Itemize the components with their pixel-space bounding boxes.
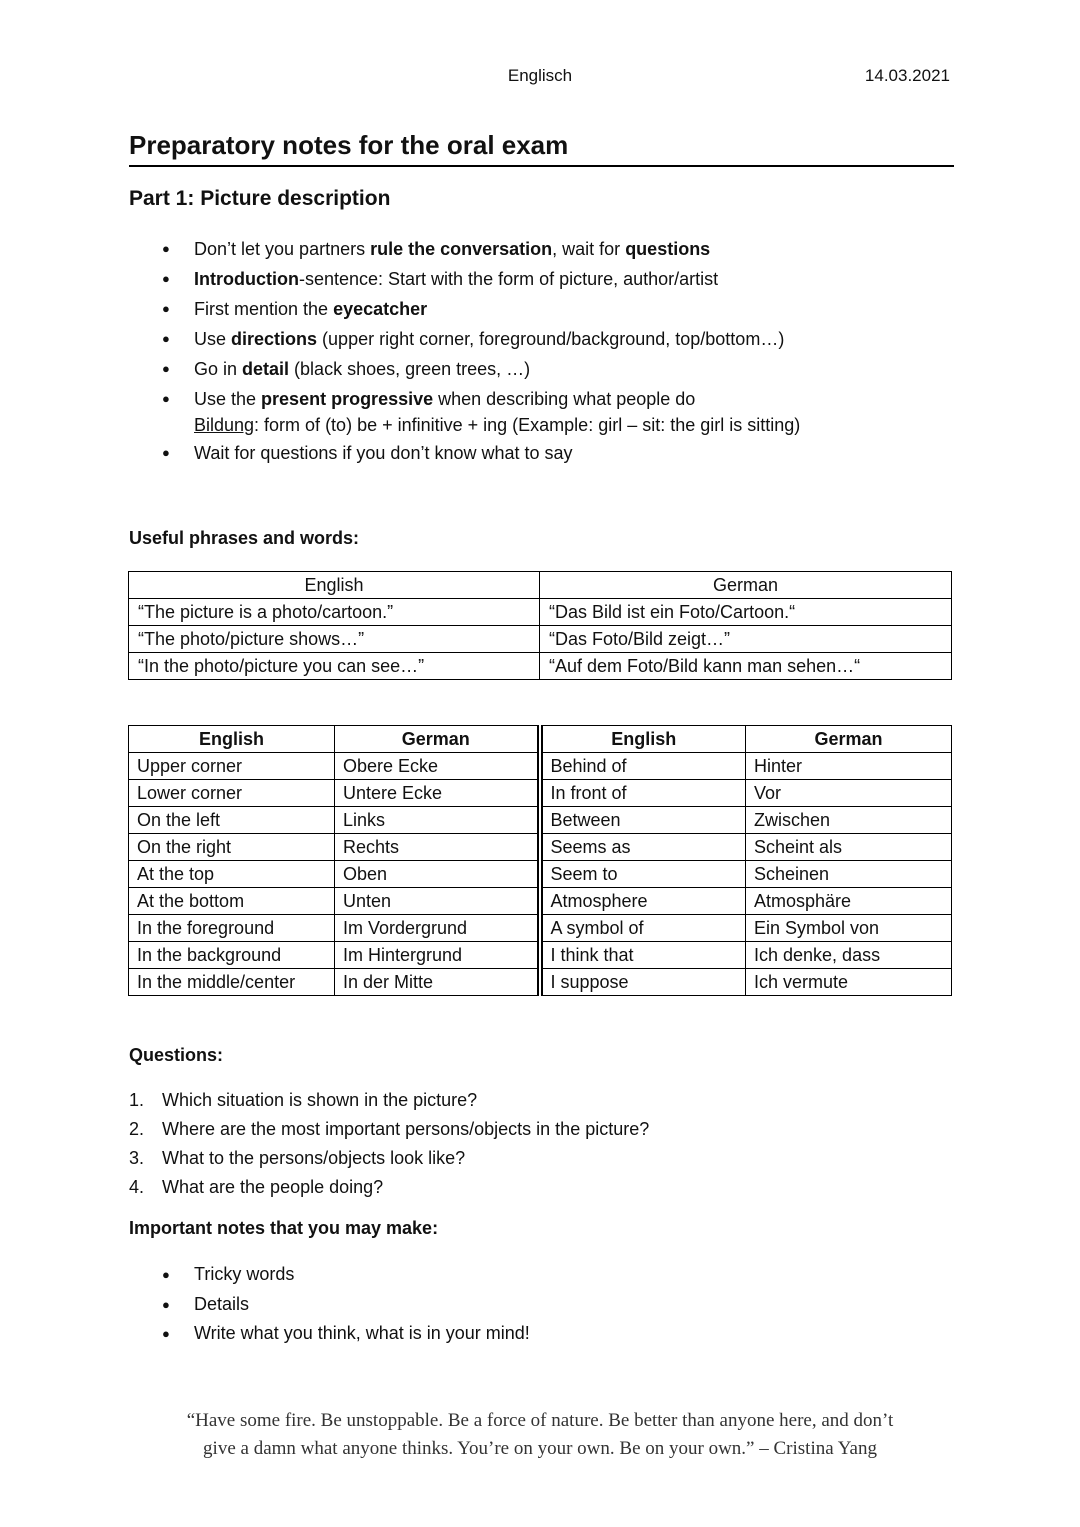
table-cell: At the top bbox=[129, 861, 335, 888]
tip-text: Wait for questions if you don’t know what to say bbox=[194, 443, 573, 463]
header-subject: Englisch bbox=[507, 66, 573, 85]
part1-heading: Part 1: Picture description bbox=[129, 187, 391, 210]
table-cell: Behind of bbox=[540, 753, 746, 780]
question-text: What to the persons/objects look like? bbox=[162, 1148, 466, 1168]
table-row bbox=[129, 888, 952, 915]
question-item bbox=[129, 1173, 649, 1202]
tip-text: when describing what people do bbox=[433, 389, 696, 409]
table-cell: Zwischen bbox=[746, 807, 952, 834]
column-header: English bbox=[540, 726, 746, 753]
table-cell: Obere Ecke bbox=[335, 753, 540, 780]
table-header-row bbox=[129, 572, 952, 599]
column-header: German bbox=[335, 726, 540, 753]
table-cell: “Das Bild ist ein Foto/Cartoon.“ bbox=[540, 599, 952, 626]
question-text: Where are the most important persons/objects in the picture? bbox=[162, 1119, 650, 1139]
tip-bold: detail bbox=[242, 359, 290, 379]
table-cell: Atmosphäre bbox=[746, 888, 952, 915]
table-row bbox=[129, 834, 952, 861]
question-number: 3. bbox=[129, 1148, 145, 1168]
vocabulary-rows bbox=[129, 753, 952, 996]
question-number: 4. bbox=[129, 1177, 145, 1197]
useful-heading: Useful phrases and words: bbox=[129, 528, 360, 548]
phrases-table bbox=[128, 571, 952, 680]
tip-text: (black shoes, green trees, …) bbox=[289, 359, 531, 379]
tip-bold: present progressive bbox=[261, 389, 434, 409]
closing-quote bbox=[110, 1407, 970, 1463]
tip-item bbox=[160, 438, 800, 468]
table-cell: On the right bbox=[129, 834, 335, 861]
tip-item bbox=[160, 234, 800, 264]
table-cell: “Auf dem Foto/Bild kann man sehen…“ bbox=[540, 653, 952, 680]
table-cell: Ich denke, dass bbox=[746, 942, 952, 969]
quote-line: “Have some fire. Be unstoppable. Be a force of nature. Be better than anyone here, and don’t bbox=[186, 1410, 894, 1431]
tip-text: , wait for bbox=[552, 239, 626, 259]
tip-text: -sentence: Start with the form of picture, author/artist bbox=[298, 269, 719, 289]
table-row bbox=[129, 780, 952, 807]
question-item bbox=[129, 1086, 649, 1115]
question-text: Which situation is shown in the picture? bbox=[162, 1090, 478, 1110]
question-text: What are the people doing? bbox=[162, 1177, 384, 1197]
table-cell: Scheint als bbox=[746, 834, 952, 861]
table-cell: Ich vermute bbox=[746, 969, 952, 996]
tip-item bbox=[160, 384, 800, 438]
tip-item bbox=[160, 354, 800, 384]
table-row bbox=[129, 969, 952, 996]
table-row bbox=[129, 753, 952, 780]
table-cell: Ein Symbol von bbox=[746, 915, 952, 942]
table-row bbox=[129, 807, 952, 834]
table-row bbox=[129, 626, 952, 653]
table-cell: “The picture is a photo/cartoon.” bbox=[129, 599, 540, 626]
question-item bbox=[129, 1144, 649, 1173]
table-cell: A symbol of bbox=[540, 915, 746, 942]
tip-item bbox=[160, 294, 800, 324]
table-cell: Upper corner bbox=[129, 753, 335, 780]
tip-item bbox=[160, 264, 800, 294]
table-cell: In der Mitte bbox=[335, 969, 540, 996]
table-cell: On the left bbox=[129, 807, 335, 834]
tip-bold: rule the conversation bbox=[370, 239, 553, 259]
quote-line: give a damn what anyone thinks. You’re on your own. Be on your own.” – Cristina Yang bbox=[203, 1438, 877, 1459]
table-row bbox=[129, 915, 952, 942]
table-cell: Scheinen bbox=[746, 861, 952, 888]
table-cell: Untere Ecke bbox=[335, 780, 540, 807]
table-cell: Between bbox=[540, 807, 746, 834]
table-cell: “In the photo/picture you can see…” bbox=[129, 653, 540, 680]
tip-text: Use bbox=[194, 329, 232, 349]
note-item: ● Tricky words bbox=[160, 1260, 530, 1290]
table-cell: Atmosphere bbox=[540, 888, 746, 915]
table-header-row bbox=[129, 726, 952, 753]
table-cell: “Das Foto/Bild zeigt…” bbox=[540, 626, 952, 653]
table-cell: In the foreground bbox=[129, 915, 335, 942]
bildung-text: : form of (to) be + infinitive + ing (Example: girl – sit: the girl is sitting) bbox=[254, 415, 801, 435]
column-header: German bbox=[540, 572, 952, 599]
table-cell: Hinter bbox=[746, 753, 952, 780]
questions-list bbox=[129, 1086, 649, 1202]
tip-text: Don’t let you partners bbox=[194, 239, 371, 259]
tip-bold: Introduction bbox=[194, 269, 299, 289]
questions-heading: Questions: bbox=[129, 1045, 224, 1065]
notes-list bbox=[160, 1260, 530, 1349]
table-cell: In the middle/center bbox=[129, 969, 335, 996]
table-cell: Seem to bbox=[540, 861, 746, 888]
table-row bbox=[129, 653, 952, 680]
table-cell: “The photo/picture shows…” bbox=[129, 626, 540, 653]
question-number: 2. bbox=[129, 1119, 145, 1139]
table-cell: Rechts bbox=[335, 834, 540, 861]
tip-text: Use the bbox=[194, 389, 262, 409]
tip-bold: directions bbox=[231, 329, 318, 349]
tip-bold: questions bbox=[625, 239, 711, 259]
question-number: 1. bbox=[129, 1090, 145, 1110]
table-cell: Lower corner bbox=[129, 780, 335, 807]
table-cell: Unten bbox=[335, 888, 540, 915]
table-row bbox=[129, 599, 952, 626]
table-row bbox=[129, 861, 952, 888]
note-item: ● Details bbox=[160, 1290, 530, 1320]
table-cell: In front of bbox=[540, 780, 746, 807]
table-cell: I think that bbox=[540, 942, 746, 969]
table-cell: At the bottom bbox=[129, 888, 335, 915]
column-header: English bbox=[129, 726, 335, 753]
column-header: English bbox=[129, 572, 540, 599]
tip-item bbox=[160, 324, 800, 354]
table-cell: I suppose bbox=[540, 969, 746, 996]
table-cell: Oben bbox=[335, 861, 540, 888]
table-cell: In the background bbox=[129, 942, 335, 969]
picture-description-tips bbox=[160, 234, 800, 468]
table-cell: Im Hintergrund bbox=[335, 942, 540, 969]
table-cell: Vor bbox=[746, 780, 952, 807]
bildung-term: Bildung bbox=[194, 415, 255, 435]
question-item bbox=[129, 1115, 649, 1144]
table-cell: Seems as bbox=[540, 834, 746, 861]
note-item: ● Write what you think, what is in your mind! bbox=[160, 1319, 530, 1349]
column-header: German bbox=[746, 726, 952, 753]
tip-bold: eyecatcher bbox=[333, 299, 428, 319]
vocabulary-table bbox=[128, 725, 952, 996]
bildung-line bbox=[194, 412, 800, 438]
notes-heading: Important notes that you may make: bbox=[129, 1218, 439, 1238]
table-cell: Links bbox=[335, 807, 540, 834]
page-title: Preparatory notes for the oral exam bbox=[129, 130, 954, 167]
tip-text: (upper right corner, foreground/background, top/bottom…) bbox=[317, 329, 785, 349]
table-cell: Im Vordergrund bbox=[335, 915, 540, 942]
header-date: 14.03.2021 bbox=[864, 66, 950, 85]
tip-text: Go in bbox=[194, 359, 243, 379]
table-row bbox=[129, 942, 952, 969]
tip-text: First mention the bbox=[194, 299, 334, 319]
